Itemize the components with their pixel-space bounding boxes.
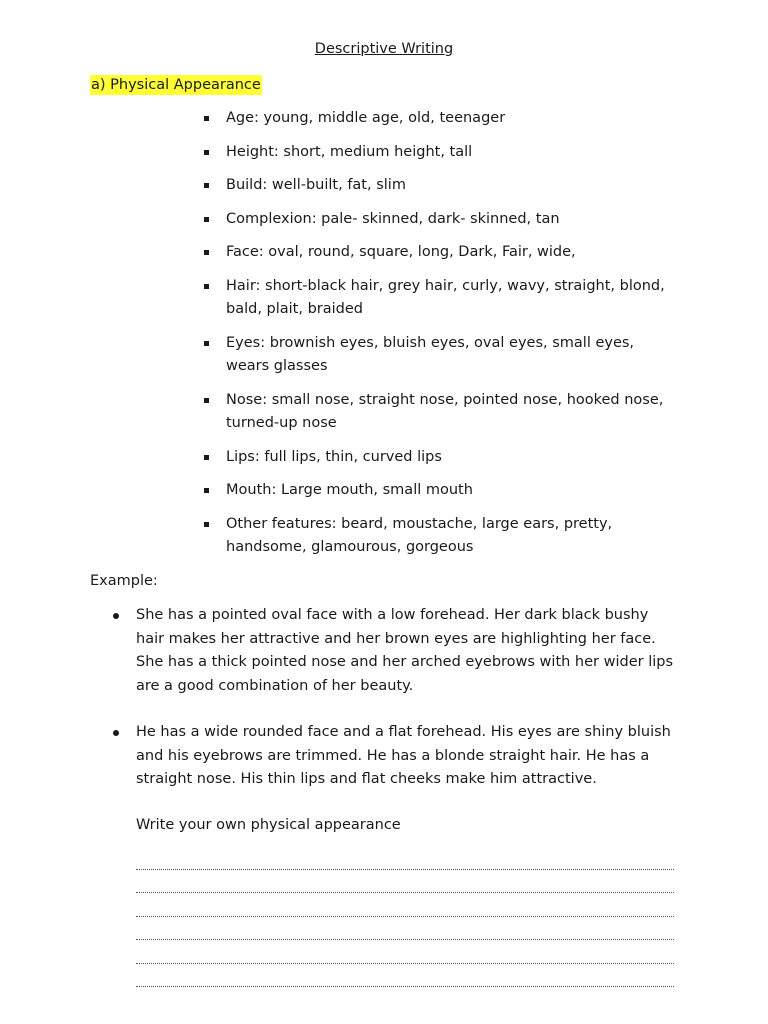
trait-text: Face: oval, round, square, long, Dark, Fair, wide, [226, 244, 576, 260]
example-text: He has a wide rounded face and a flat forehead. His eyes are shiny bluish and his eyebrows are trimmed. He has a blonde straight hair. He has a straight nose. His thin lips and flat cheeks make him attractive. [136, 724, 671, 787]
trait-text: Mouth: Large mouth, small mouth [226, 482, 473, 498]
example-paragraph [110, 721, 680, 792]
square-bullet-icon [204, 455, 209, 460]
trait-text: Build: well-built, fat, slim [226, 177, 406, 193]
trait-item [200, 107, 670, 131]
example-list [110, 604, 680, 815]
writing-prompt: Write your own physical appearance [136, 817, 401, 833]
square-bullet-icon [204, 341, 209, 346]
trait-text: Lips: full lips, thin, curved lips [226, 448, 442, 465]
square-bullet-icon [204, 522, 209, 527]
trait-text: Eyes: brownish eyes, bluish eyes, oval eyes, small eyes, wears glasses [226, 334, 635, 374]
dotted-answer-line [136, 940, 674, 964]
trait-item [200, 208, 670, 232]
square-bullet-icon [204, 284, 209, 289]
trait-list [200, 107, 670, 570]
trait-item [200, 513, 670, 560]
trait-text: Other features: beard, moustache, large ears, pretty, handsome, glamourous, gorgeous [226, 515, 613, 555]
trait-item [200, 275, 670, 322]
trait-item [200, 332, 670, 379]
square-bullet-icon [204, 150, 209, 155]
square-bullet-icon [204, 488, 209, 493]
example-label: Example: [90, 573, 158, 589]
square-bullet-icon [204, 250, 209, 255]
section-heading-highlighted: a) Physical Appearance [91, 77, 261, 93]
square-bullet-icon [204, 116, 209, 121]
square-bullet-icon [204, 398, 209, 403]
trait-text: Complexion: pale- skinned, dark- skinned, tan [226, 210, 560, 227]
example-paragraph [110, 604, 680, 698]
answer-lines [136, 846, 674, 987]
round-bullet-icon [113, 730, 119, 736]
trait-text: Height: short, medium height, tall [226, 143, 473, 160]
dotted-answer-line [136, 917, 674, 941]
trait-text: Age: young, middle age, old, teenager [226, 110, 506, 126]
dotted-answer-line [136, 846, 674, 870]
square-bullet-icon [204, 217, 209, 222]
trait-text: Nose: small nose, straight nose, pointed nose, hooked nose, turned-up nose [226, 391, 664, 431]
trait-item [200, 141, 670, 165]
dotted-answer-line [136, 893, 674, 917]
dotted-answer-line [136, 964, 674, 988]
square-bullet-icon [204, 183, 209, 188]
round-bullet-icon [113, 613, 119, 619]
trait-item [200, 479, 670, 503]
trait-item [200, 389, 670, 436]
dotted-answer-line [136, 870, 674, 894]
trait-item [200, 241, 670, 265]
example-text: She has a pointed oval face with a low forehead. Her dark black bushy hair makes her attractive and her brown eyes are highlighting her face. She has a thick pointed nose and her arched eyebrows with her wider lips are a good combination of her beauty. [136, 607, 674, 694]
page-title: Descriptive Writing [314, 41, 454, 57]
trait-text: Hair: short-black hair, grey hair, curly, wavy, straight, blond, bald, plait, braided [226, 277, 665, 317]
trait-item [200, 174, 670, 198]
trait-item [200, 446, 670, 470]
